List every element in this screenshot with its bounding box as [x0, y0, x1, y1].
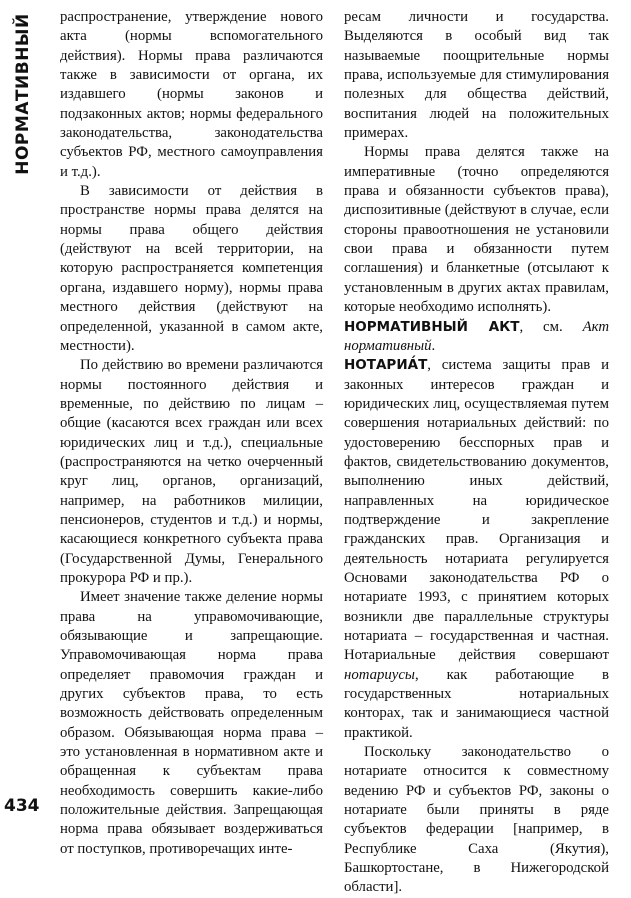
- running-header: [2, 14, 44, 174]
- entry-notariat: [344, 356, 609, 743]
- entry-normativny-akt: [344, 318, 609, 357]
- entry-end: .: [431, 337, 436, 354]
- right-paragraph-3: Поскольку законодательство о нотариате относится к совместному ведению РФ и субъектов РФ, законы о нотариате были приняты в ряде субъектов федерации [например, в Республике Саха (Якутия), Башкортостане, в Нижегородской области].: [344, 744, 609, 896]
- left-paragraph-4: Имеет значение также деление нормы права на управомочивающие, обязывающие и запрещающие. Управомочивающая норма права определяет правомочия граждан и других субъектов права, то есть возможность действовать определенным образом. Обязывающая норма права – это установленная в нормативном акте и обращенная к субъектам права необходимость совершить какие-либо положительные действия. Запрещающая норма права обязывает воздерживаться от поступков, противоречащих инте-: [60, 589, 323, 857]
- entry-text: , см.: [519, 318, 583, 335]
- entry-text-continued: , как работающие в государственных нотариальных конторах, так и занимающиеся частной практикой.: [344, 666, 609, 741]
- left-paragraph-3: По действию во времени различаются нормы постоянного действия и временные, по действию по лицам – общие (касаются всех граждан или всех юридических лиц и т.д.), специальные (распространяются на четко очерченный круг лиц, органов, организаций, например, на работников милиции, пенсионеров, студентов и т.д.) и нормы, касающиеся конкретного субъекта права (Государственной Думы, Генерального прокурора РФ и пр.).: [60, 357, 323, 586]
- right-paragraph-1: ресам личности и государства. Выделяются в особый вид так называемые поощрительные нормы права, используемые для стимулирования полезных для общества действий, воспитания людей на положительных примерах.: [344, 9, 609, 142]
- right-paragraph-2: Нормы права делятся также на императивные (точно определяются права и обязанности субъектов права), диспозитивные (действуют в случае, если стороны правоотношения не установили свои права и обязанности путем соглашения) и бланкетные (отсылают к установленным в других актах правилам, которые необходимо исполнять).: [344, 144, 609, 316]
- entry-cross-reference: Акт нормативный: [344, 318, 610, 354]
- left-column: [60, 8, 323, 859]
- left-paragraph-1: распространение, утверждение нового акта (нормы вспомогательного действия). Нормы права различаются также в зависимости от органа, их издавшего (нормы законов и подзаконных актов; нормы федерального законодательства, законодательства субъектов РФ, местного самоуправления и т.д.).: [60, 9, 323, 180]
- right-column: [344, 8, 609, 898]
- page-number: 434: [4, 796, 40, 816]
- entry-headword: НОТАРИА́Т: [344, 357, 428, 374]
- running-header-title: НОРМАТИВНЫЙ: [13, 13, 33, 175]
- entry-italic-term: нотариусы: [344, 666, 415, 683]
- entry-headword: НОРМАТИВНЫЙ АКТ: [344, 318, 520, 335]
- entry-text: , система защиты прав и законных интересов граждан и юридических лиц, осуществляемая путем совершения нотариальных действий: по удостоверению бесспорных прав и фактов, свидетельствованию документов, выполнению иных действий, направленных на юридическое подтверждение и закрепление гражданских прав. Организация и деятельность нотариата регулируется Основами законодательства РФ о нотариате 1993, с принятием которых возникли две параллельные структуры нотариата – государственная и частная. Нотариальные действия совершают: [344, 357, 609, 664]
- left-paragraph-2: В зависимости от действия в пространстве нормы права делятся на нормы права общего действия (действуют на всей территории, на которую распространяется компетенция органа, издавшего норму), нормы права местного действия (действуют на определенной, указанной в самом акте, местности).: [60, 183, 323, 354]
